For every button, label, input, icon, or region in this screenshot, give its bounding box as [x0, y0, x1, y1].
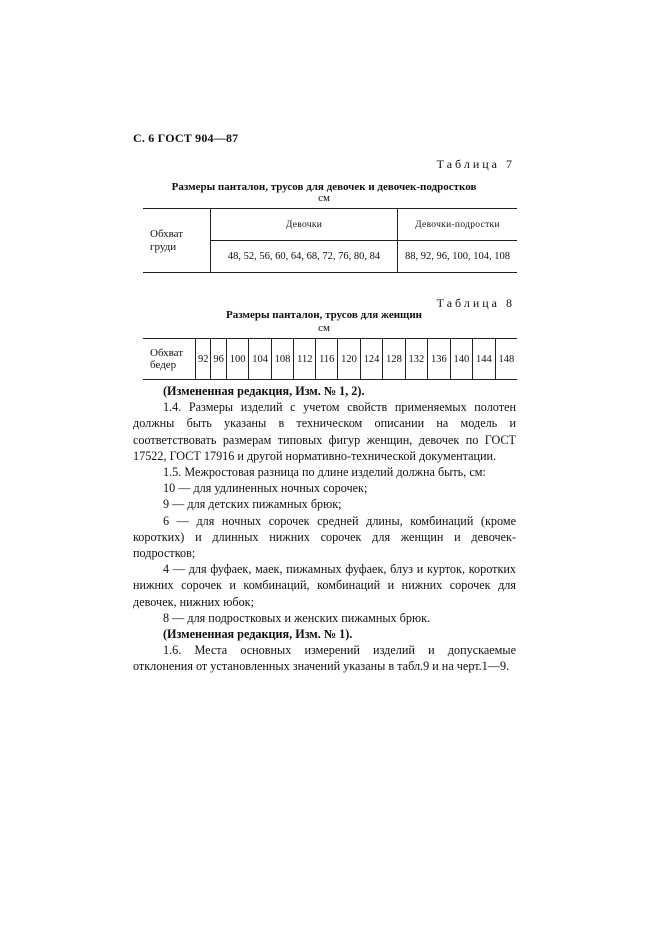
amendment-note: (Измененная редакция, Изм. № 1, 2).: [163, 384, 365, 398]
table8-value-cell: 136: [428, 339, 450, 380]
body-text: [133, 383, 516, 675]
table8-value-cell: 144: [473, 339, 495, 380]
table8-value-cell: 140: [450, 339, 472, 380]
page-header: С. 6 ГОСТ 904—87: [133, 131, 239, 145]
table7-values-teen-girls: 88, 92, 96, 100, 104, 108: [398, 241, 518, 273]
paragraph: 10 — для удлиненных ночных сорочек;: [163, 481, 368, 496]
paragraph: 8 — для подростковых и женских пижамных брюк.: [163, 610, 431, 625]
table7-caption: Таблица 7: [436, 157, 515, 171]
table8-row-header-line1: Обхват: [150, 347, 184, 359]
table8-value-cell: 128: [383, 339, 405, 380]
table7-row-header-line1: Обхват: [150, 227, 184, 240]
table7-title: Размеры панталон, трусов для девочек и девочек-подростков: [171, 181, 477, 193]
paragraph: 1.5. Межростовая разница по длине изделий должна быть, см:: [163, 465, 486, 480]
amendment-note: (Измененная редакция, Изм. № 1).: [163, 627, 353, 642]
table8-caption: Таблица 8: [436, 296, 515, 310]
paragraph: 1.6. Места основных измерений изделий и допускаемые отклонения от установленных значений указаны в табл.9 и на черт.1—9.: [133, 643, 516, 674]
table8-value-cell: 108: [271, 339, 293, 380]
table8-row-header-line2: бедер: [150, 359, 177, 371]
table8-unit: см: [318, 322, 330, 334]
paragraph: 6 — для ночных сорочек средней длины, комбинаций (кроме коротких) и длинных нижних сорочек для женщин и девочек-подростков;: [133, 513, 516, 561]
table8-value-cell: 92: [196, 339, 211, 380]
paragraph: 4 — для фуфаек, маек, пижамных фуфаек, блуз и курток, коротких нижних сорочек и комбинаций, комбинаций и нижних сорочек для девочек, нижних юбок;: [133, 562, 516, 609]
table7-group-teen-girls: Девочки-подростки: [398, 209, 518, 241]
table8-value-cell: 148: [498, 353, 515, 365]
table8-value-cell: 120: [338, 339, 360, 380]
table8-title: Размеры панталон, трусов для женщин: [225, 309, 423, 321]
table7: [143, 208, 517, 273]
table7-row-header: [143, 209, 211, 273]
table7-unit: см: [318, 192, 330, 204]
table8-value-cell: 116: [316, 339, 338, 380]
table8-value-cell: 132: [405, 339, 427, 380]
paragraph: 1.4. Размеры изделий с учетом свойств применяемых полотен должны быть указаны в техническом описании на модель и соответствовать размерам типовых фигур женщин, девочек по ГОСТ 17522, ГОСТ 17916 и другой нормативно-технической документации.: [133, 400, 516, 463]
table8-value-cell: 100: [226, 339, 248, 380]
table8: [143, 338, 517, 380]
paragraph: 9 — для детских пижамных брюк;: [163, 497, 342, 512]
table8-value-cell: 96: [211, 339, 226, 380]
table7-values-girls: 48, 52, 56, 60, 64, 68, 72, 76, 80, 84: [211, 241, 398, 273]
table7-group-girls: Девочки: [211, 209, 398, 241]
table8-value-cell: 112: [294, 339, 316, 380]
table8-value-cell: 104: [249, 339, 271, 380]
table7-row-header-line2: груди: [150, 240, 177, 253]
table8-value-cell: 124: [360, 339, 382, 380]
table8-row-header: [143, 339, 196, 380]
